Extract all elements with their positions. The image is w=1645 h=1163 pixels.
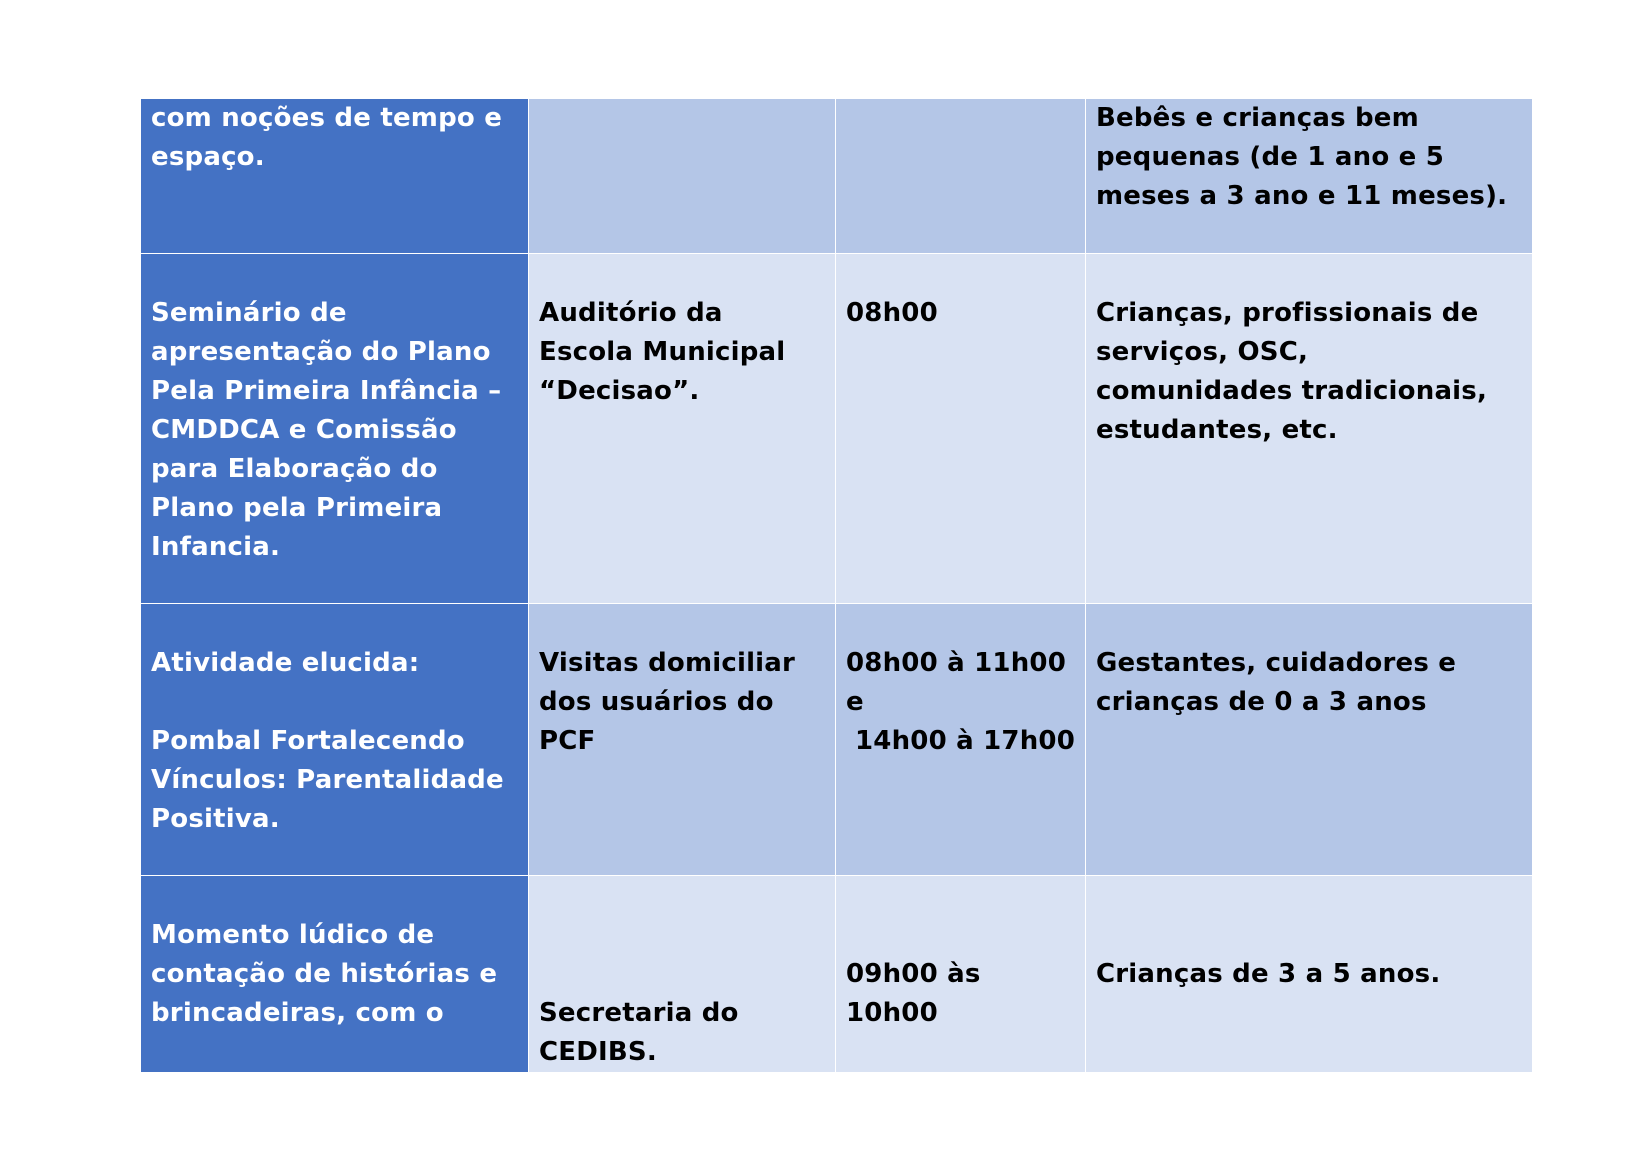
cell-line: espaço. (151, 142, 265, 172)
cell-line: serviços, OSC, (1096, 337, 1309, 367)
cell-line: pequenas (de 1 ano e 5 (1096, 142, 1445, 172)
cell-line: Momento lúdico de (151, 920, 435, 950)
cell-line: 08h00 (846, 298, 938, 328)
cell-line: Bebês e crianças bem (1096, 103, 1419, 133)
cell-line: dos usuários do (539, 687, 774, 717)
cell-line: Infancia. (151, 532, 281, 562)
cell-line: Crianças, profissionais de (1096, 298, 1479, 328)
cell-line: comunidades tradicionais, (1096, 376, 1488, 406)
audience-cell (1086, 604, 1533, 876)
cell-line: Secretaria do (539, 998, 739, 1028)
cell-line: Visitas domiciliar (539, 648, 796, 678)
cell-line: Gestantes, cuidadores e (1096, 648, 1457, 678)
cell-line: Pela Primeira Infância – (151, 376, 502, 406)
cell-line: Pombal Fortalecendo (151, 726, 465, 756)
cell-line: Plano pela Primeira (151, 493, 443, 523)
cell-line: Seminário de (151, 298, 347, 328)
table-row (141, 99, 1533, 254)
place-cell (529, 254, 836, 604)
cell-line: contação de histórias e (151, 959, 498, 989)
activity-cell (141, 876, 529, 1073)
activity-cell (141, 99, 529, 254)
cell-line: Escola Municipal (539, 337, 786, 367)
cell-line: estudantes, etc. (1096, 415, 1338, 445)
cell-line: Vínculos: Parentalidade (151, 765, 504, 795)
cell-line: com noções de tempo e (151, 103, 503, 133)
time-cell (836, 876, 1086, 1073)
cell-line: “Decisao”. (539, 376, 700, 406)
audience-cell (1086, 254, 1533, 604)
table-row (141, 876, 1533, 1073)
cell-line: 10h00 (846, 998, 938, 1028)
cell-line: 09h00 às (846, 959, 981, 989)
cell-heading: Atividade elucida: (151, 648, 420, 678)
cell-line: Crianças de 3 a 5 anos. (1096, 959, 1441, 989)
time-cell (836, 99, 1086, 254)
activity-cell (141, 604, 529, 876)
table-row (141, 604, 1533, 876)
line-spacer (151, 683, 518, 722)
activity-cell (141, 254, 529, 604)
cell-line: Positiva. (151, 804, 280, 834)
audience-cell (1086, 99, 1533, 254)
time-cell (836, 604, 1086, 876)
place-cell (529, 604, 836, 876)
cell-line: apresentação do Plano (151, 337, 491, 367)
cell-line: 14h00 à 17h00 (855, 726, 1075, 756)
cell-line: para Elaboração do (151, 454, 438, 484)
schedule-table (140, 98, 1533, 1073)
cell-line: crianças de 0 a 3 anos (1096, 687, 1427, 717)
cell-line: PCF (539, 726, 596, 756)
time-cell (836, 254, 1086, 604)
cell-line: brincadeiras, com o (151, 998, 444, 1028)
table-row (141, 254, 1533, 604)
cell-line: 08h00 à 11h00 (846, 648, 1066, 678)
audience-cell (1086, 876, 1533, 1073)
place-cell (529, 99, 836, 254)
cell-line: CEDIBS. (539, 1037, 657, 1067)
cell-line: meses a 3 ano e 11 meses). (1096, 181, 1508, 211)
place-cell (529, 876, 836, 1073)
cell-line: e (846, 687, 864, 717)
cell-line: CMDDCA e Comissão (151, 415, 457, 445)
cell-line: Auditório da (539, 298, 723, 328)
